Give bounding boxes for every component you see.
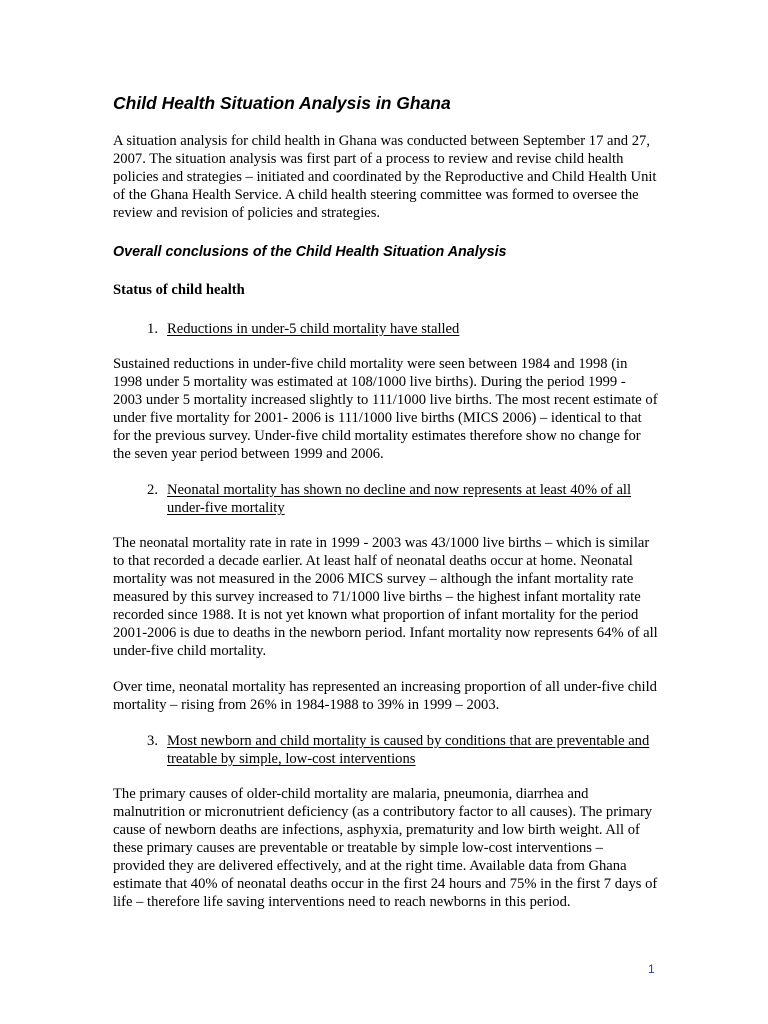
finding-heading-text: Most newborn and child mortality is caused by conditions that are preventable and treatable by simple, low-cost interventions <box>167 733 650 767</box>
page-content <box>113 92 658 911</box>
finding-heading-3 <box>113 732 658 768</box>
finding-heading-1 <box>113 320 658 338</box>
spacer <box>113 768 658 785</box>
spacer <box>113 660 658 678</box>
status-heading: Status of child health <box>113 282 245 298</box>
finding-2-paragraph-1: The neonatal mortality rate in rate in 1999 - 2003 was 43/1000 live births – which is similar to that recorded a decade earlier. At least half of neonatal deaths occur at home. Neonatal mortality was not measured in the 2006 MICS survey – although the infant mortality rate measured by this survey increased to 71/1000 live births – the highest infant mortality rate recorded since 1988. It is not yet known what proportion of infant mortality for the period 2001-2006 is due to deaths in the newborn period. Infant mortality now represents 64% of all under-five child mortality. <box>113 535 658 659</box>
finding-2-paragraph-2: Over time, neonatal mortality has represented an increasing proportion of all under-five child mortality – rising from 26% in 1984-1988 to 39% in 1999 – 2003. <box>113 679 657 713</box>
spacer <box>158 481 167 517</box>
finding-number: 3. <box>147 733 158 749</box>
spacer <box>113 714 658 732</box>
finding-heading-text: Neonatal mortality has shown no decline and now represents at least 40% of all under-five mortality <box>167 482 632 516</box>
finding-number: 1. <box>147 321 158 337</box>
spacer <box>113 338 658 355</box>
intro-paragraph: A situation analysis for child health in Ghana was conducted between September 17 and 27, 2007. The situation analysis was first part of a process to review and revise child health policies and strategies – initiated and coordinated by the Reproductive and Child Health Unit of the Ghana Health Service. A child health steering committee was formed to oversee the review and revision of policies and strategies. <box>113 133 657 221</box>
spacer <box>113 222 658 243</box>
finding-1-paragraph-1: Sustained reductions in under-five child mortality were seen between 1984 and 1998 (in 1998 under 5 mortality was estimated at 108/1000 live births). During the period 1999 - 2003 under 5 mortality increased slightly to 111/1000 live births. The most recent estimate of under five mortality for 2001- 2006 is 111/1000 live births (MICS 2006) – identical to that for the previous survey. Under-five child mortality estimates therefore show no change for the seven year period between 1999 and 2006. <box>113 356 658 462</box>
spacer <box>158 320 167 338</box>
finding-heading-text: Reductions in under-5 child mortality have stalled <box>167 321 460 337</box>
spacer <box>113 517 658 534</box>
spacer <box>158 732 167 768</box>
conclusions-heading: Overall conclusions of the Child Health Situation Analysis <box>113 244 507 260</box>
document-title: Child Health Situation Analysis in Ghana <box>113 93 451 113</box>
spacer <box>113 261 658 281</box>
spacer <box>113 299 658 320</box>
spacer <box>113 463 658 481</box>
finding-number: 2. <box>147 482 158 498</box>
page-number: 1 <box>648 962 655 976</box>
finding-heading-2 <box>113 481 658 517</box>
finding-3-paragraph-1: The primary causes of older-child mortality are malaria, pneumonia, diarrhea and malnutrition or micronutrient deficiency (as a contributory factor to all causes). The primary cause of newborn deaths are infections, asphyxia, prematurity and low birth weight. All of these primary causes are preventable or treatable by simple low-cost interventions – provided they are delivered effectively, and at the right time. Available data from Ghana estimate that 40% of neonatal deaths occur in the first 24 hours and 75% in the first 7 days of life – therefore life saving interventions need to reach newborns in this period. <box>113 786 658 910</box>
